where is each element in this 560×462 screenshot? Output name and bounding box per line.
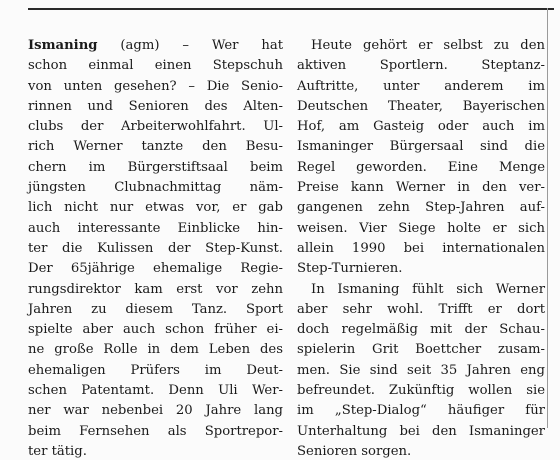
article-line: Hof, am Gasteig oder auch im [297,119,545,135]
article-line: Auftritte, unter anderem im [297,78,545,94]
article-line: lich nicht nur etwas vor, er gab [28,200,283,216]
article-column-right [297,36,545,462]
article-line: im „Step-Dialog“ häufiger für [297,403,545,419]
article-line: aber sehr wohl. Trifft er dort [297,301,545,317]
article-line: Deutschen Theater, Bayerischen [297,98,545,114]
article-line: ter tätig. [28,443,87,459]
article-line: doch regelmäßig mit der Schau- [297,322,545,338]
article-line: ne große Rolle in dem Leben des [28,342,283,358]
article-line: weisen. Vier Siege holte er sich [297,220,545,236]
dateline-rest: (agm) – Wer hat [97,38,283,53]
article-line: schon einmal einen Stepschuh [28,58,283,74]
article-line: Jahren zu diesem Tanz. Sport [28,301,283,317]
article-line: schen Patentamt. Denn Uli Wer- [28,383,283,399]
article-line: clubs der Arbeiterwohlfahrt. Ul- [28,119,283,135]
article-line: Der 65jährige ehemalige Regie- [28,261,283,277]
article-line: rungsdirektor kam erst vor zehn [28,281,283,297]
article-line: spielte aber auch schon früher ei- [28,322,283,338]
article-line: ter die Kulissen der Step-Kunst. [28,240,283,256]
article-line: Ismaninger Bürgersaal sind die [297,139,545,155]
article-first-line [28,36,283,56]
article-line: rinnen und Senioren des Alten- [28,98,283,114]
article-line: jüngsten Clubnachmittag näm- [28,180,283,196]
article-line: ehemaligen Prüfers im Deut- [28,362,283,378]
article-line: men. Sie sind seit 35 Jahren eng [297,362,545,378]
article-line: gangenen zehn Step-Jahren auf- [297,200,545,216]
article-line: allein 1990 bei internationalen [297,240,545,256]
article-column-left [28,36,283,462]
article-line: Step-Turnieren. [297,261,403,277]
article-line: In Ismaning fühlt sich Werner [311,281,545,297]
article-line: Unterhaltung bei den Ismaninger [297,423,545,439]
article-line: Heute gehört er selbst zu den [311,38,545,53]
article-line: beim Fernsehen als Sportrepor- [28,423,283,439]
article-line: Regel geworden. Eine Menge [297,159,545,175]
article-line: befreundet. Zukünftig wollen sie [297,383,545,399]
article-line: Senioren sorgen. [297,443,412,459]
article-line: ner war nebenbei 20 Jahre lang [28,403,283,419]
article-line: chern im Bürgerstiftsaal beim [28,159,283,175]
top-rule [28,8,554,10]
article-line: spielerin Grit Boettcher zusam- [297,342,545,358]
dateline-place: Ismaning [28,38,98,53]
article-line: rich Werner tanzte den Besu- [28,139,283,155]
article-line: Preise kann Werner in den ver- [297,180,545,196]
article-line: von unten gesehen? – Die Senio- [28,78,283,94]
clipping-edge [547,8,548,428]
article-line: aktiven Sportlern. Steptanz- [297,58,545,74]
article-line: auch interessante Einblicke hin- [28,220,283,236]
